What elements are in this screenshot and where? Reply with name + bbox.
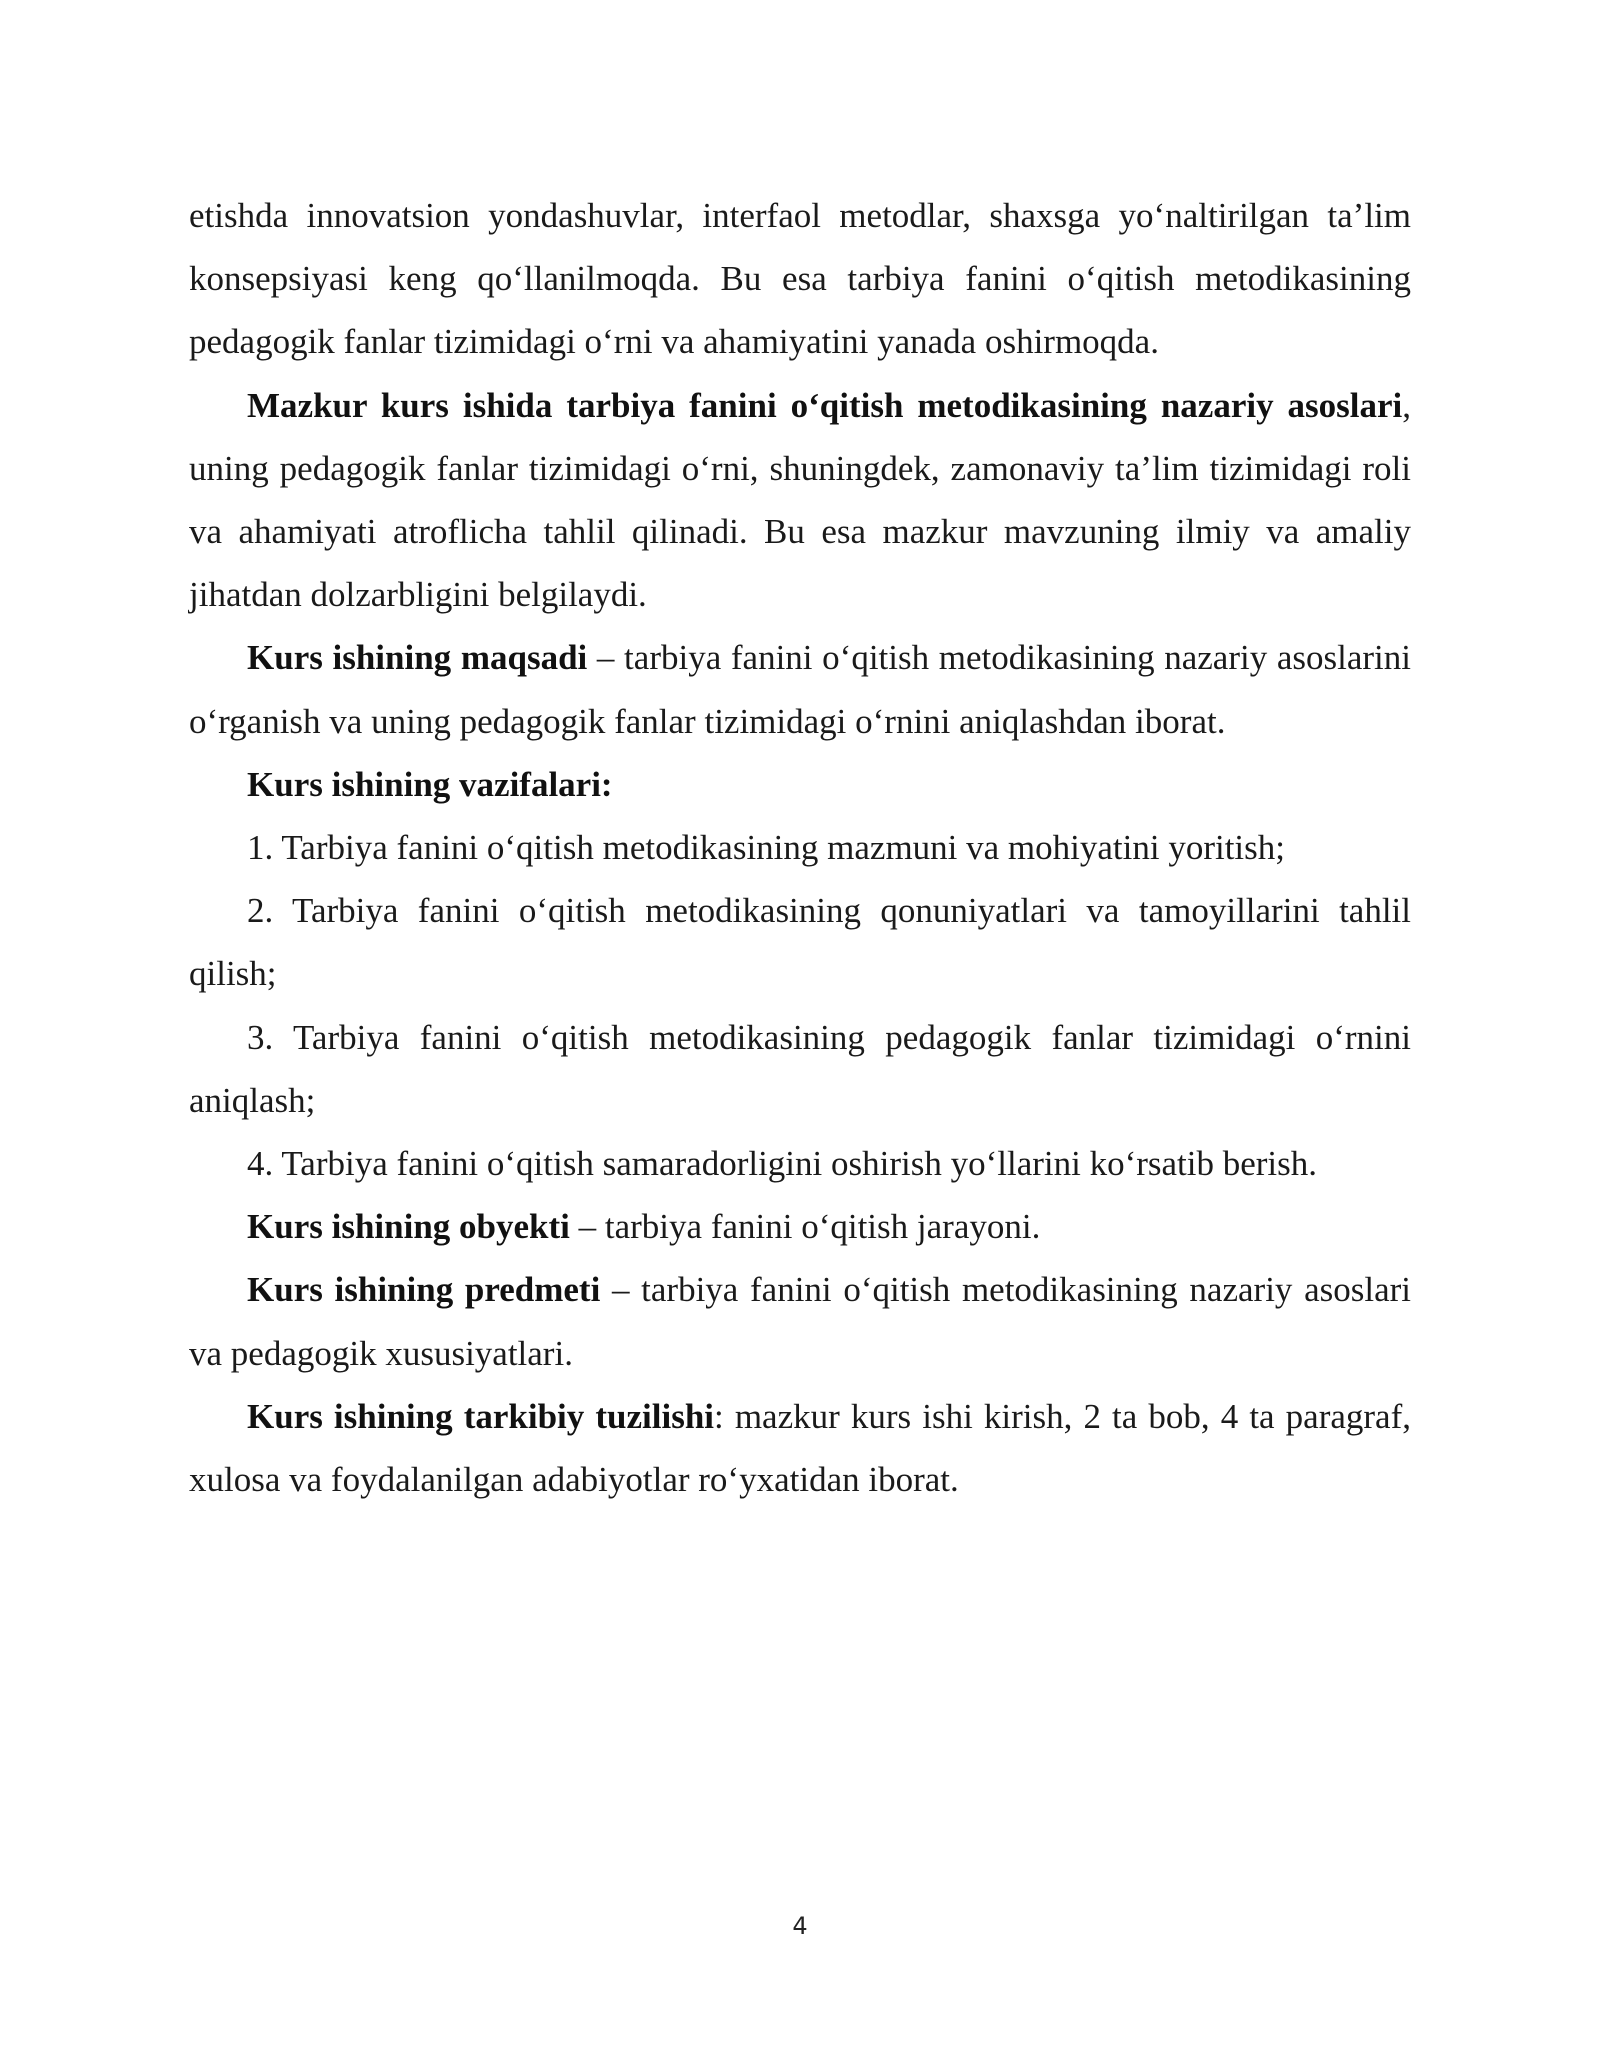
bold-lead: Kurs ishining obyekti — [247, 1207, 570, 1247]
paragraph-text: : mazkur kurs ishi kirish, 2 ta bob, 4 ta paragraf, xulosa va foydalanilgan adabiyotlar ro‘yxatidan iborat. — [189, 1396, 1411, 1500]
paragraph-structure — [189, 1385, 1411, 1511]
paragraph-object — [189, 1195, 1411, 1258]
task-item-1 — [189, 816, 1411, 879]
task-item-4 — [189, 1132, 1411, 1195]
paragraph-tasks-heading — [189, 753, 1411, 816]
page-number: 4 — [792, 1912, 808, 1940]
task-item-3 — [189, 1006, 1411, 1132]
bold-lead: Kurs ishining maqsadi — [247, 638, 588, 678]
paragraph-text: – tarbiya fanini o‘qitish metodikasining nazariy asoslarini o‘rganish va uning pedagogik fanlar tizimidagi o‘rnini aniqlashdan iborat. — [189, 638, 1411, 741]
bold-lead: Kurs ishining tarkibiy tuzilishi — [247, 1396, 715, 1436]
task-item-2 — [189, 879, 1411, 1005]
task-text: 3. Tarbiya fanini o‘qitish metodikasining pedagogik fanlar tizimidagi o‘rnini aniqlash; — [189, 1017, 1411, 1120]
paragraph-continuation — [189, 184, 1411, 374]
task-text: 4. Tarbiya fanini o‘qitish samaradorligini oshirish yo‘llarini ko‘rsatib berish. — [247, 1144, 1318, 1184]
paragraph-text: etishda innovatsion yondashuvlar, interfaol metodlar, shaxsga yo‘naltirilgan ta’lim konsepsiyasi keng qo‘llanilmoqda. Bu esa tarbiya fanini o‘qitish metodikasining pedagogik fanlar tizimidagi o‘rni va ahamiyatini yanada oshirmoqda. — [189, 196, 1411, 362]
paragraph-text: , uning pedagogik fanlar tizimidagi o‘rni, shuningdek, zamonaviy ta’lim tizimidagi roli va ahamiyati atroflicha tahlil qilinadi. Bu esa mazkur mavzuning ilmiy va amaliy jihatdan dolzarbligini belgilaydi. — [189, 385, 1411, 615]
paragraph-subject — [189, 1258, 1411, 1384]
bold-lead: Kurs ishining vazifalari: — [247, 764, 613, 804]
body-text — [189, 184, 1411, 1511]
paragraph-text: – tarbiya fanini o‘qitish jarayoni. — [569, 1207, 1041, 1247]
paragraph-goal — [189, 626, 1411, 752]
paragraph-text: – tarbiya fanini o‘qitish metodikasining nazariy asoslari va pedagogik xususiyatlari. — [189, 1270, 1411, 1373]
paragraph-course-intro — [189, 374, 1411, 627]
task-text: 1. Tarbiya fanini o‘qitish metodikasining mazmuni va mohiyatini yoritish; — [247, 828, 1286, 868]
bold-lead: Kurs ishining predmeti — [247, 1270, 601, 1310]
task-text: 2. Tarbiya fanini o‘qitish metodikasining qonuniyatlari va tamoyillarini tahlil qilish; — [189, 891, 1411, 994]
bold-lead: Mazkur kurs ishida tarbiya fanini o‘qitish metodikasining nazariy asoslari — [247, 385, 1403, 425]
